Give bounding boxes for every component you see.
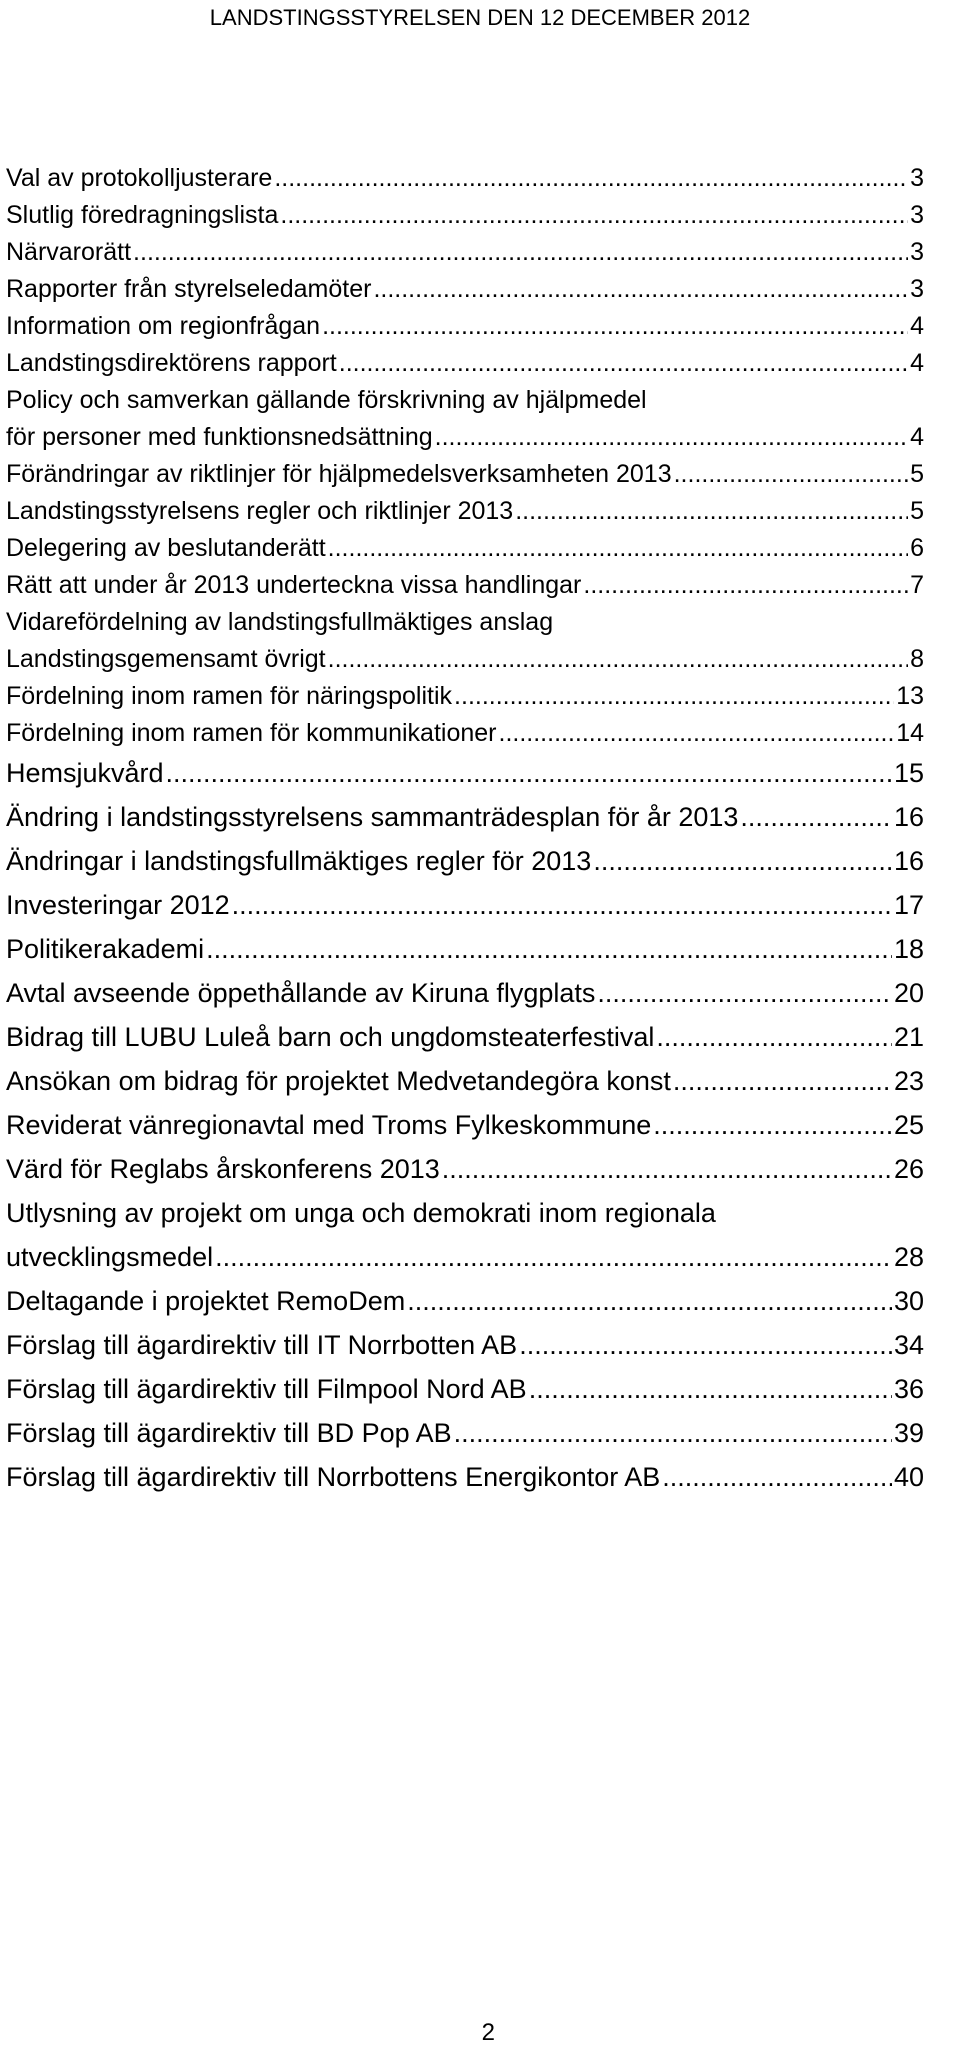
toc-entry-page: 23 [893, 1066, 924, 1096]
toc-entry[interactable] [6, 715, 924, 752]
toc-entry[interactable] [6, 678, 924, 715]
dot-leader [653, 1103, 892, 1147]
dot-leader [280, 197, 908, 234]
dot-leader [593, 839, 892, 883]
toc-entry-title: Rätt att under år 2013 underteckna vissa handlingar [6, 571, 582, 599]
dot-leader [166, 751, 892, 795]
toc-entry-title: Investeringar 2012 [6, 890, 230, 920]
toc-entry-page: 16 [893, 846, 924, 876]
toc-entry-page: 14 [896, 719, 924, 747]
toc-entry-title: Ändringar i landstingsfullmäktiges regler för 2013 [6, 846, 592, 876]
dot-leader [328, 641, 908, 678]
toc-entry-page: 7 [910, 571, 924, 599]
toc-entry[interactable] [6, 271, 924, 308]
dot-leader [215, 1235, 892, 1279]
toc-entry-page: 18 [893, 934, 924, 964]
dot-leader [133, 234, 908, 271]
toc-entry-title: Vidarefördelning av landstingsfullmäktiges anslag [6, 608, 554, 636]
dot-leader [515, 493, 908, 530]
toc-entry-title: för personer med funktionsnedsättning [6, 423, 433, 451]
toc-entry[interactable] [6, 927, 924, 971]
toc-entry[interactable] [6, 1191, 924, 1279]
dot-leader [339, 345, 908, 382]
toc-entry-page: 3 [910, 238, 924, 266]
toc-entry-title: Bidrag till LUBU Luleå barn och ungdomsteaterfestival [6, 1022, 655, 1052]
toc-entry-page: 30 [893, 1286, 924, 1316]
toc-entry-title: Förslag till ägardirektiv till BD Pop AB [6, 1418, 452, 1448]
toc-entry-page: 3 [910, 275, 924, 303]
toc-entry-title: Deltagande i projektet RemoDem [6, 1286, 406, 1316]
dot-leader [662, 1455, 892, 1499]
toc-entry-title: Politikerakademi [6, 934, 205, 964]
page-number: 2 [481, 2019, 495, 2046]
dot-leader [583, 567, 908, 604]
toc-entry-page: 39 [893, 1418, 924, 1448]
toc-entry-page: 15 [893, 758, 924, 788]
toc-entry-title: Ändring i landstingsstyrelsens sammanträdesplan för år 2013 [6, 802, 739, 832]
toc-entry-title: Förslag till ägardirektiv till Filmpool Nord AB [6, 1374, 527, 1404]
toc-entry[interactable] [6, 1367, 924, 1411]
toc-entry[interactable] [6, 1279, 924, 1323]
toc-entry[interactable] [6, 234, 924, 271]
toc-entry-title: Policy och samverkan gällande förskrivning av hjälpmedel [6, 386, 647, 414]
toc-entry-page: 17 [893, 890, 924, 920]
toc-entry-page: 4 [910, 349, 924, 377]
toc-entry-title: Landstingsdirektörens rapport [6, 349, 337, 377]
toc-entry[interactable] [6, 1147, 924, 1191]
toc-entry-page: 4 [910, 423, 924, 451]
dot-leader [499, 715, 895, 752]
dot-leader [232, 883, 892, 927]
toc-entry-title: Förändringar av riktlinjer för hjälpmedelsverksamheten 2013 [6, 460, 672, 488]
dot-leader [454, 1411, 892, 1455]
dot-leader [373, 271, 908, 308]
toc-entry-title: Utlysning av projekt om unga och demokrati inom regionala [6, 1198, 716, 1228]
toc-entry[interactable] [6, 795, 924, 839]
dot-leader [529, 1367, 892, 1411]
toc-entry[interactable] [6, 1455, 924, 1499]
toc-entry-page: 16 [893, 802, 924, 832]
toc-entry[interactable] [6, 1411, 924, 1455]
toc-entry[interactable] [6, 456, 924, 493]
toc-entry-page: 40 [893, 1462, 924, 1492]
toc-entry-title: Värd för Reglabs årskonferens 2013 [6, 1154, 440, 1184]
toc-entry-title: Information om regionfrågan [6, 312, 321, 340]
toc-entry-page: 20 [893, 978, 924, 1008]
toc-entry[interactable] [6, 308, 924, 345]
toc-entry-title: Fördelning inom ramen för näringspolitik [6, 682, 453, 710]
dot-leader [674, 456, 908, 493]
toc-entry-page: 34 [893, 1330, 924, 1360]
toc-entry-page: 5 [910, 460, 924, 488]
toc-entry-title: Närvarorätt [6, 238, 132, 266]
toc-entry-page: 3 [910, 201, 924, 229]
toc-entry-title: Rapporter från styrelseledamöter [6, 275, 372, 303]
dot-leader [454, 678, 894, 715]
toc-entry-page: 8 [910, 645, 924, 673]
dot-leader [673, 1059, 892, 1103]
toc-entry[interactable] [6, 197, 924, 234]
dot-leader [656, 1015, 892, 1059]
toc-entry[interactable] [6, 567, 924, 604]
toc-entry-title: Förslag till ägardirektiv till IT Norrbotten AB [6, 1330, 518, 1360]
toc-entry-page: 3 [910, 164, 924, 192]
toc-entry-page: 4 [910, 312, 924, 340]
dot-leader [407, 1279, 892, 1323]
toc-entry-title: Delegering av beslutanderätt [6, 534, 326, 562]
toc-entry-title: Fördelning inom ramen för kommunikationer [6, 719, 497, 747]
dot-leader [322, 308, 908, 345]
toc-entry[interactable] [6, 345, 924, 382]
dot-leader [328, 530, 908, 567]
toc-entry[interactable] [6, 971, 924, 1015]
dot-leader [442, 1147, 892, 1191]
toc-entry[interactable] [6, 382, 924, 456]
toc-entry-page: 25 [893, 1110, 924, 1140]
toc-entry[interactable] [6, 493, 924, 530]
toc-entry-title: Förslag till ägardirektiv till Norrbottens Energikontor AB [6, 1462, 661, 1492]
toc-entry-title: Avtal avseende öppethållande av Kiruna flygplats [6, 978, 596, 1008]
toc-entry-title: Ansökan om bidrag för projektet Medvetandegöra konst [6, 1066, 671, 1096]
toc-entry-page: 26 [893, 1154, 924, 1184]
dot-leader [519, 1323, 892, 1367]
toc-entry-page: 36 [893, 1374, 924, 1404]
toc-entry-page: 13 [896, 682, 924, 710]
toc-entry-title: Landstingsgemensamt övrigt [6, 645, 326, 673]
toc-entry[interactable] [6, 604, 924, 678]
dot-leader [740, 795, 892, 839]
toc-entry[interactable] [6, 1059, 924, 1103]
toc-entry-title: utvecklingsmedel [6, 1242, 214, 1272]
toc-entry-title: Slutlig föredragningslista [6, 201, 279, 229]
toc-entry-page: 6 [910, 534, 924, 562]
dot-leader [274, 160, 908, 197]
toc-entry[interactable] [6, 839, 924, 883]
toc-entry[interactable] [6, 751, 924, 795]
toc-entry[interactable] [6, 1323, 924, 1367]
dot-leader [597, 971, 892, 1015]
toc-entry[interactable] [6, 160, 924, 197]
toc-entry-title: Reviderat vänregionavtal med Troms Fylkeskommune [6, 1110, 652, 1140]
toc-entry-title: Val av protokolljusterare [6, 164, 273, 192]
toc-entry[interactable] [6, 1015, 924, 1059]
toc-entry-title: Landstingsstyrelsens regler och riktlinjer 2013 [6, 497, 514, 525]
toc-entry-page: 5 [910, 497, 924, 525]
page-header-title: LANDSTINGSSTYRELSEN DEN 12 DECEMBER 2012 [209, 5, 751, 30]
toc-entry[interactable] [6, 530, 924, 567]
dot-leader [435, 419, 908, 456]
dot-leader [206, 927, 892, 971]
toc-entry-page: 21 [893, 1022, 924, 1052]
toc-entry[interactable] [6, 883, 924, 927]
toc-entry-title: Hemsjukvård [6, 758, 164, 788]
toc-entry-page: 28 [893, 1242, 924, 1272]
toc-entry[interactable] [6, 1103, 924, 1147]
